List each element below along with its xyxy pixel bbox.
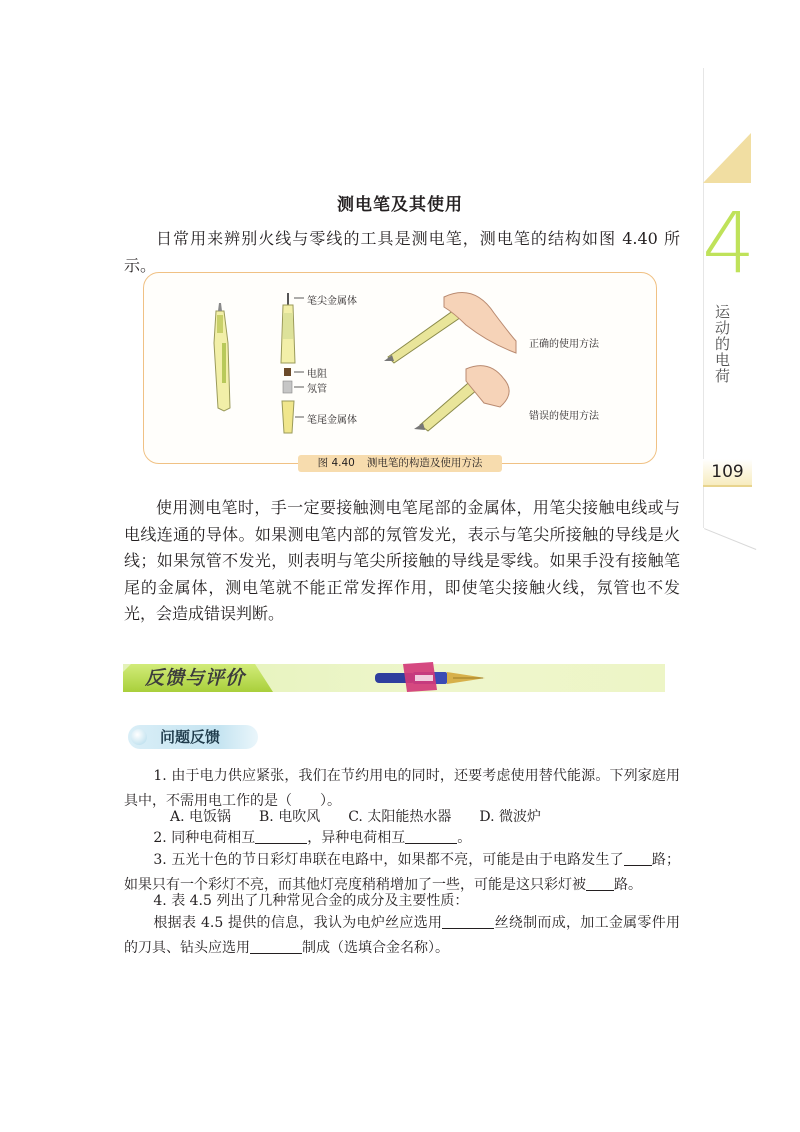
- chapter-number: 4: [702, 194, 756, 292]
- figure-caption-number: 图 4.40: [317, 457, 355, 469]
- figure-caption-text: 测电笔的构造及使用方法: [366, 457, 483, 469]
- question-4-line-1: 4. 表 4.5 列出了几种常见合金的成分及主要性质：: [153, 893, 469, 909]
- correct-usage-drawing: [384, 293, 516, 363]
- option-d: D. 微波炉: [479, 809, 541, 825]
- answer-blank[interactable]: [405, 829, 457, 844]
- chapter-tab-triangle: [703, 133, 751, 183]
- question-4-part2: 丝绕制而成，加工金属零件用的刀具、钻头应选用: [124, 915, 680, 956]
- option-c: C. 太阳能热水器: [348, 809, 452, 825]
- question-1: 1. 由于电力供应紧张，我们在节约用电的同时，还要考虑使用替代能源。下列家庭用具中，不需用电工作的是（ ）。: [124, 768, 680, 809]
- question-3-part3: 路。: [614, 876, 642, 893]
- question-feedback-badge: [128, 725, 258, 749]
- answer-blank[interactable]: [250, 939, 302, 954]
- exploded-pen-drawing: [281, 293, 304, 433]
- page-number: 109: [703, 459, 752, 487]
- question-2: [124, 826, 680, 851]
- label-resistor: 电阻: [307, 369, 327, 380]
- label-neon-tube: 氖管: [307, 384, 327, 395]
- usage-paragraph: 使用测电笔时，手一定要接触测电笔尾部的金属体，用笔尖接触电线或与电线连通的导体。如果测电笔内部的氖管发光，表示与笔尖所接触的导线是火线；如果氖管不发光，则表明与笔尖所接触的导线是零线。如果手没有接触笔尾的金属体，测电笔就不能正常发挥作用，即使笔尖接触火线，氖管也不发光，会造成错误判断。: [124, 498, 680, 623]
- question-3-part1: 3. 五光十色的节日彩灯串联在电路中，如果都不亮，可能是由于电路发生了: [153, 852, 624, 868]
- feedback-banner-title: 反馈与评价: [145, 667, 246, 689]
- label-tail-metal: 笔尾金属体: [307, 415, 357, 426]
- question-4-part1: 根据表 4.5 提供的信息，我认为电炉丝应选用: [153, 915, 443, 931]
- answer-blank[interactable]: [255, 829, 307, 844]
- page-corner-fold: [704, 528, 756, 550]
- bubble-icon: [131, 729, 147, 745]
- fountain-pen-icon: [373, 660, 493, 696]
- question-4-line-2: [124, 911, 680, 960]
- question-feedback-title: 问题反馈: [160, 728, 221, 746]
- label-wrong-use: 错误的使用方法: [529, 411, 599, 422]
- chapter-title: 运动的电荷: [713, 304, 731, 384]
- figure-illustration: [144, 273, 656, 463]
- question-2-part2: ，异种电荷相互: [307, 830, 406, 846]
- option-b: B. 电吹风: [259, 809, 321, 825]
- question-4-part3: 制成（选填合金名称）。: [302, 939, 449, 956]
- question-2-part3: 。: [457, 830, 472, 846]
- assembled-pen-drawing: [214, 303, 230, 411]
- answer-blank[interactable]: [442, 914, 494, 929]
- question-2-part1: 2. 同种电荷相互: [153, 830, 256, 846]
- answer-blank[interactable]: [624, 851, 652, 866]
- question-3-part2: 路；如果只有一个彩灯不亮，而其他灯亮度稍稍增加了一些，可能是这只彩灯被: [124, 852, 680, 893]
- label-tip-metal: 笔尖金属体: [307, 296, 357, 307]
- option-a: A. 电饭锅: [170, 809, 232, 825]
- section-title: 测电笔及其使用: [337, 195, 463, 215]
- intro-paragraph: 日常用来辨别火线与零线的工具是测电笔，测电笔的结构如图 4.40 所示。: [124, 229, 680, 275]
- figure-frame: [143, 272, 657, 464]
- figure-caption: [298, 455, 502, 472]
- label-correct-use: 正确的使用方法: [529, 339, 599, 350]
- wrong-usage-drawing: [414, 366, 509, 431]
- feedback-banner: [123, 664, 665, 692]
